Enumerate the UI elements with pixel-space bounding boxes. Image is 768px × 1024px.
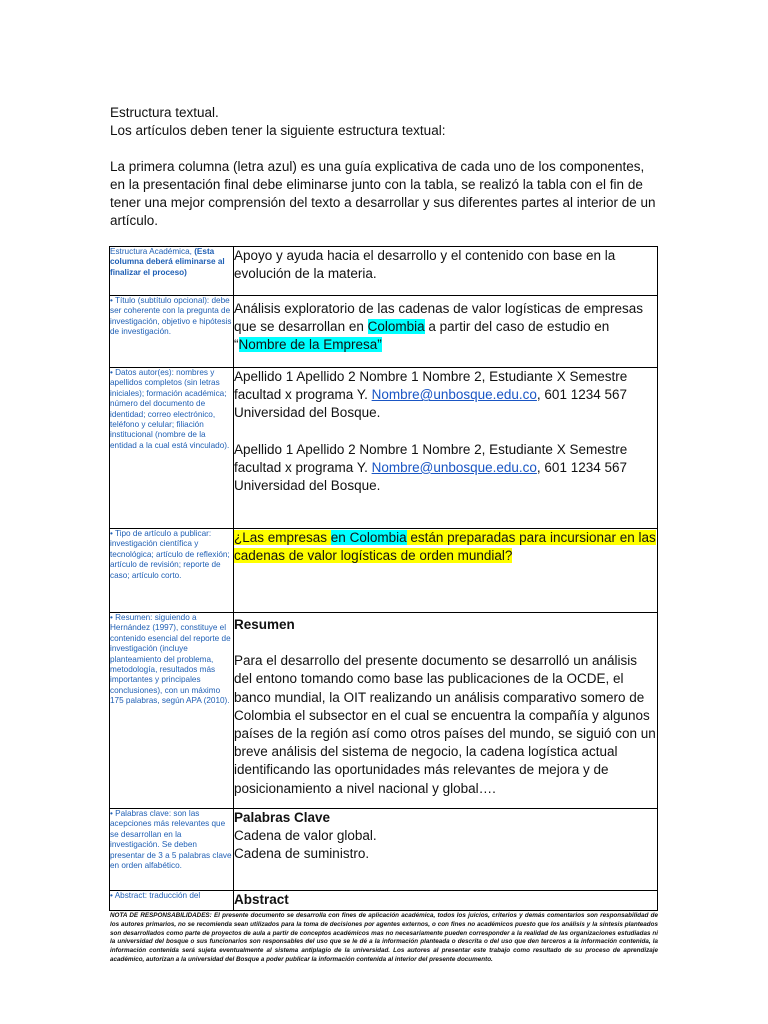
guide-note: (Esta columna deberá eliminarse al finalizar el proceso) — [110, 247, 225, 277]
author-email-link[interactable]: Nombre@unbosque.edu.co — [371, 387, 537, 403]
section-title: Estructura textual. — [110, 105, 219, 120]
table-row — [110, 891, 658, 911]
table-row — [110, 529, 658, 613]
guide-title: Estructura Académica, — [110, 247, 192, 256]
content-cell — [234, 247, 658, 296]
keyword-item: Cadena de suministro. — [234, 846, 370, 862]
highlight-colombia: en Colombia — [330, 530, 407, 545]
question-cell — [234, 529, 658, 613]
title-cell — [234, 296, 658, 368]
table-row — [110, 368, 658, 529]
guide-cell: • Datos autor(es): nombres y apellidos completos (sin letras iniciales); formación académica; número del documento de identidad; correo electrónico, teléfono y celular; filiación institucional (nombre de la entidad a la cual está vinculado). — [110, 368, 234, 529]
table-row — [110, 296, 658, 368]
abstract-heading: Abstract — [234, 892, 289, 907]
intro-paragraph: La primera columna (letra azul) es una guía explicativa de cada uno de los componentes, en la presentación final debe eliminarse junto con la tabla, se realizó la tabla con el fin de tener una mejor comprensión del texto a desarrollar y sus diferentes partes al interior de un artículo. — [110, 159, 656, 228]
abstract-es-cell — [234, 613, 658, 809]
guide-cell: • Resumen: siguiendo a Hernández (1997), constituye el contenido esencial del reporte de investigación (incluye planteamiento del problema, metodología, resultados más importantes y principales conclusiones), con un máximo 175 palabras, según APA (2010). — [110, 613, 234, 809]
title-text: a partir del caso de estudio en “ — [234, 319, 610, 353]
author-email-link[interactable]: Nombre@unbosque.edu.co — [371, 459, 537, 475]
research-question: están preparadas para incursionar en las cadenas de valor logísticas de orden mundial? — [234, 530, 656, 564]
table-row — [110, 247, 658, 296]
guide-cell — [110, 247, 234, 296]
resumen-heading: Resumen — [234, 617, 295, 632]
research-question: ¿Las empresas — [234, 530, 331, 545]
guide-cell: • Título (subtítulo opcional): debe ser coherente con la pregunta de investigación, objetivo e hipótesis de investigación. — [110, 296, 234, 368]
section-subtitle: Los artículos deben tener la siguiente estructura textual: — [110, 123, 446, 138]
table-row — [110, 613, 658, 809]
guide-cell: • Abstract: traducción del — [110, 891, 234, 911]
highlight-company: Nombre de la Empresa” — [238, 337, 382, 353]
keywords-heading: Palabras Clave — [234, 810, 331, 825]
author-affiliation: , 601 1234 567 Universidad del Bosque. — [234, 387, 628, 421]
responsibility-note: NOTA DE RESPONSABILIDADES: El presente documento se desarrolla con fines de aplicación académica, todos los juicios, criterios y demás comentarios son responsabilidad de los autores primarios, no se recomienda sean utilizados para la toma de decisiones por agentes externos, o con fines no académicos puesto que los análisis y la síntesis planteados son desarrollados como parte de proyectos de aula a partir de conceptos académicos mas no necesariamente pueden corresponder a la realidad de las organizaciones estudiadas ni la universidad del bosque o sus funcionarios son responsables del uso que se le dé a la información planteada o descrita o del uso que den terceros a la información contenida, la información contenida será sujeta eventualmente al sistema antiplagio de la universidad. Los autores al presentar este trabajo como resultado de su proceso de aprendizaje académico, autorizan a la universidad del Bosque a poder publicar la información contenida al interior del presente documento. — [110, 912, 658, 963]
author-entry — [234, 368, 657, 423]
author-entry — [234, 441, 657, 496]
keyword-item: Cadena de valor global. — [234, 828, 377, 844]
guide-cell: • Palabras clave: son las acepciones más relevantes que se desarrollan en la investigación. Se deben presentar de 3 a 5 palabras clave en orden alfabético. — [110, 809, 234, 891]
author-name: Apellido 1 Apellido 2 Nombre 1 Nombre 2, Estudiante X Semestre facultad x programa Y. — [234, 369, 628, 403]
intro-statement: Apoyo y ayuda hacia el desarrollo y el contenido con base en la evolución de la materia. — [234, 248, 616, 282]
author-affiliation: , 601 1234 567 Universidad del Bosque. — [234, 459, 628, 494]
resumen-body: Para el desarrollo del presente documento se desarrolló un análisis del entono tomando como base las publicaciones de la OCDE, el banco mundial, la OIT realizando un análisis comparativo somero de Colombia el subsector en el cual se encuentra la compañía y algunos países de la región así como otros países del mundo, se siguió con un breve análisis del sistema de negocio, la cadena logística actual identificando las oportunidades más relevantes de mejora y de posicionamiento a nivel nacional y global…. — [234, 653, 656, 796]
guide-cell: • Tipo de artículo a publicar: investigación científica y tecnológica; artículo de reflexión; artículo de revisión; reporte de caso; artículo corto. — [110, 529, 234, 613]
keywords-cell — [234, 809, 658, 891]
author-name: Apellido 1 Apellido 2 Nombre 1 Nombre 2, Estudiante X Semestre facultad x programa Y. — [234, 441, 628, 475]
highlight-colombia: Colombia — [367, 319, 425, 335]
table-row — [110, 809, 658, 891]
structure-table — [109, 246, 658, 911]
authors-cell — [234, 368, 658, 529]
title-text: Análisis exploratorio de las cadenas de valor logísticas de empresas que se desarrollan en — [234, 301, 643, 335]
abstract-cell — [234, 891, 658, 911]
intro-section — [110, 104, 658, 230]
